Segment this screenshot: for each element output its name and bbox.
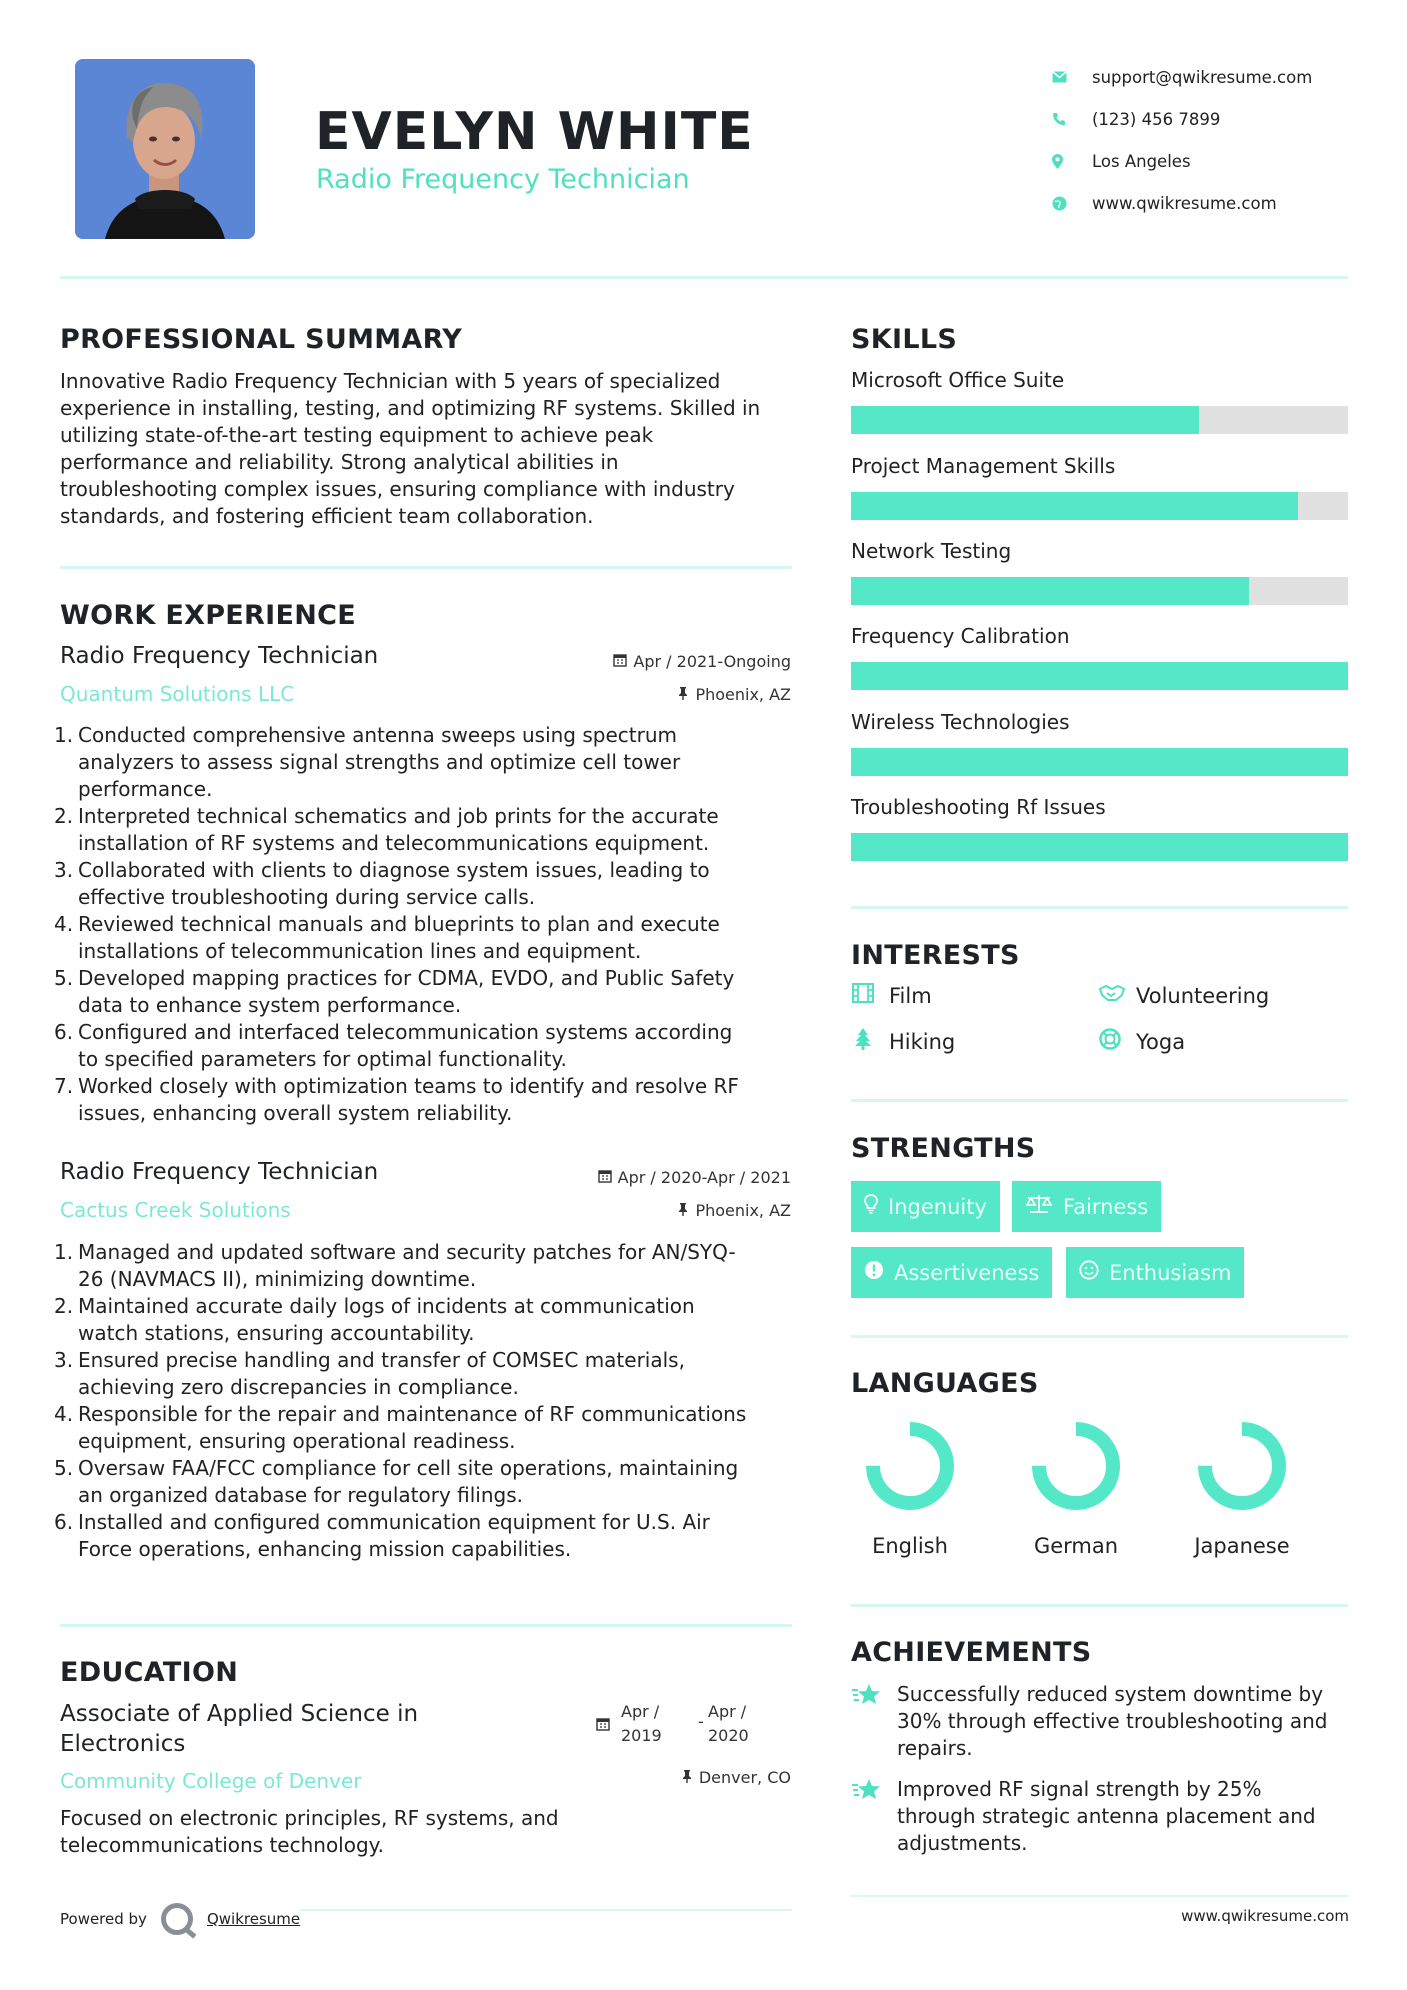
achievement-item [851,1776,1356,1857]
strengths-divider [851,1335,1348,1338]
powered-by [60,1903,300,1935]
skill-bar-fill [851,748,1348,776]
footer-right-divider [851,1895,1348,1897]
summary-line: performance and reliability. Strong analytical abilities in [60,450,619,474]
summary-line: standards, and fostering efficient team collaboration. [60,504,594,528]
skill-bar-fill [851,833,1348,861]
duty-line: performance. [78,777,213,801]
achievement-text [897,1776,1316,1857]
summary-divider [60,566,792,569]
job-title: Radio Frequency Technician [60,1159,379,1185]
skill-label: Network Testing [851,539,1012,563]
footer-website[interactable]: www.qwikresume.com [1181,1907,1349,1925]
degree-line: Associate of Applied Science in [60,1701,419,1727]
language-ring [1194,1418,1290,1514]
strength-label: Enthusiasm [1109,1260,1232,1285]
duty-line: Force operations, enhancing mission capabilities. [78,1537,572,1561]
contact-list [1052,56,1312,224]
strength-tag [1012,1181,1161,1232]
job-date [613,652,791,671]
list-item [54,1455,800,1509]
list-number: 6. [54,1020,74,1044]
language-label: Japanese [1194,1534,1290,1558]
qwikresume-logo-icon [161,1903,193,1935]
school-location-text: Denver, CO [698,1768,791,1787]
interest-label: Film [889,983,932,1008]
contact-location-text: Los Angeles [1092,151,1191,171]
duty-line: Collaborated with clients to diagnose system issues, leading to [78,858,710,882]
job-date [598,1168,791,1187]
list-item [54,1401,800,1455]
summary-text [60,368,800,530]
handshake-icon [1098,983,1122,1008]
achievement-line: Successfully reduced system downtime by [897,1682,1324,1706]
job-location-text: Phoenix, AZ [695,685,791,704]
calendar-icon [598,1169,612,1187]
interest-film [851,983,932,1008]
duty-line: data to enhance system performance. [78,993,462,1017]
duty-line: Reviewed technical manuals and blueprints to plan and execute [78,912,720,936]
skill-label: Troubleshooting Rf Issues [851,795,1106,819]
work-divider [60,1624,792,1627]
skill-bar [851,577,1348,605]
language-ring [1028,1418,1124,1514]
interest-label: Yoga [1136,1029,1186,1054]
list-number: 4. [54,1402,74,1426]
summary-heading: PROFESSIONAL SUMMARY [60,324,463,355]
list-item [54,1019,800,1073]
profile-photo [75,59,255,239]
list-number: 2. [54,1294,74,1318]
list-number: 2. [54,804,74,828]
strength-label: Assertiveness [894,1260,1040,1285]
duty-line: Responsible for the repair and maintenance of RF communications [78,1402,747,1426]
skill-bar-fill [851,406,1199,434]
list-item [54,722,800,803]
duty-line: Developed mapping practices for CDMA, EVDO, and Public Safety [78,966,735,990]
achievement-line: 30% through effective troubleshooting and [897,1709,1328,1733]
skill-bar [851,662,1348,690]
skill-label: Frequency Calibration [851,624,1070,648]
achievements-heading: ACHIEVEMENTS [851,1637,1092,1668]
skills-divider [851,906,1348,909]
strength-tag [1066,1247,1244,1298]
interest-volunteering [1098,983,1269,1008]
start-year: 2019 [621,1726,662,1745]
language-item [1187,1418,1297,1558]
language-ring [862,1418,958,1514]
skill-bar-fill [851,662,1348,690]
skill-bar [851,406,1348,434]
duty-line: an organized database for regulatory filings. [78,1483,523,1507]
strength-tag [851,1181,1000,1232]
language-label: English [872,1534,948,1558]
achievement-line: Improved RF signal strength by 25% [897,1777,1262,1801]
job-duties [54,722,800,1127]
strengths-heading: STRENGTHS [851,1133,1036,1164]
duty-line: Conducted comprehensive antenna sweeps using spectrum [78,723,677,747]
list-number: 5. [54,1456,74,1480]
lifebuoy-icon [1098,1028,1122,1055]
list-item [54,1073,800,1127]
duty-line: Managed and updated software and security patches for AN/SYQ- [78,1240,736,1264]
list-number: 3. [54,858,74,882]
smile-icon [1079,1260,1099,1285]
duty-line: effective troubleshooting during service calls. [78,885,536,909]
degree-title [60,1699,418,1759]
job-date-text: Apr / 2021-Ongoing [633,652,791,671]
balance-scale-icon [1025,1194,1053,1219]
job-company: Quantum Solutions LLC [60,682,295,706]
summary-line: Innovative Radio Frequency Technician with 5 years of specialized [60,369,721,393]
education-dates [596,1702,766,1752]
duty-line: Installed and configured communication equipment for U.S. Air [78,1510,710,1534]
duty-line: analyzers to assess signal strengths and optimize cell tower [78,750,681,774]
summary-line: utilizing state-of-the-art testing equipment to achieve peak [60,423,654,447]
skill-label: Project Management Skills [851,454,1116,478]
list-number: 7. [54,1074,74,1098]
education-line: Focused on electronic principles, RF systems, and [60,1806,559,1830]
list-item [54,1293,800,1347]
start-month: Apr / [621,1702,660,1721]
duty-line: to specified parameters for optimal functionality. [78,1047,567,1071]
achievement-line: through strategic antenna placement and [897,1804,1316,1828]
skill-bar [851,833,1348,861]
skill-bar-fill [851,577,1249,605]
list-item [54,1239,800,1293]
duty-line: 26 (NAVMACS II), minimizing downtime. [78,1267,477,1291]
interests-heading: INTERESTS [851,940,1020,971]
skill-bar [851,748,1348,776]
duty-line: Maintained accurate daily logs of incidents at communication [78,1294,695,1318]
envelope-icon [1052,71,1092,83]
location-pin-icon [1052,154,1092,169]
list-item [54,1509,800,1563]
pushpin-icon [681,1769,693,1787]
pushpin-icon [677,686,689,704]
film-icon [851,983,875,1008]
degree-line: Electronics [60,1731,186,1757]
skill-bar [851,492,1348,520]
skills-heading: SKILLS [851,324,958,355]
language-label: German [1033,1534,1119,1558]
duty-line: Worked closely with optimization teams to identify and resolve RF [78,1074,739,1098]
duty-line: installations of telecommunication lines and equipment. [78,939,642,963]
job-location [677,1201,791,1220]
education-heading: EDUCATION [60,1657,239,1688]
skill-label: Wireless Technologies [851,710,1070,734]
strength-label: Ingenuity [888,1194,987,1219]
duty-line: Interpreted technical schematics and job prints for the accurate [78,804,719,828]
star-badge-icon [851,1776,885,1857]
list-item [54,803,800,857]
list-item [54,1347,800,1401]
pushpin-icon [677,1202,689,1220]
languages-heading: LANGUAGES [851,1368,1039,1399]
interest-label: Hiking [889,1029,956,1054]
duty-line: Ensured precise handling and transfer of COMSEC materials, [78,1348,685,1372]
duty-line: Configured and interfaced telecommunication systems according [78,1020,733,1044]
education-description [60,1805,800,1859]
header-divider [60,276,1348,279]
duty-line: installation of RF systems and telecommunications equipment. [78,831,710,855]
list-number: 3. [54,1348,74,1372]
job-duties [54,1239,800,1563]
duty-line: issues, enhancing overall system reliability. [78,1101,513,1125]
powered-by-text: Powered by [60,1910,147,1928]
achievement-text [897,1681,1327,1762]
languages-divider [851,1604,1348,1607]
school-location [681,1768,791,1787]
list-number: 1. [54,1240,74,1264]
brand-link[interactable]: Qwikresume [206,1910,301,1928]
contact-phone[interactable] [1052,98,1312,140]
interest-label: Volunteering [1136,983,1270,1008]
list-number: 1. [54,723,74,747]
job-location-text: Phoenix, AZ [695,1201,791,1220]
achievement-item [851,1681,1356,1762]
interest-yoga [1098,1028,1185,1055]
candidate-name: EVELYN WHITE [315,102,754,162]
language-item [1021,1418,1131,1558]
footer-left-divider [300,1909,792,1911]
duty-line: achieving zero discrepancies in compliance. [78,1375,519,1399]
strength-label: Fairness [1063,1194,1149,1219]
contact-location [1052,140,1312,182]
achievement-line: adjustments. [897,1831,1028,1855]
skill-label: Microsoft Office Suite [851,368,1065,392]
list-item [54,857,800,911]
calendar-icon [596,1716,610,1735]
duty-line: Oversaw FAA/FCC compliance for cell site operations, maintaining [78,1456,739,1480]
candidate-role: Radio Frequency Technician [316,164,690,195]
list-number: 5. [54,966,74,990]
work-heading: WORK EXPERIENCE [60,600,356,631]
job-title: Radio Frequency Technician [60,643,379,669]
job-location [677,685,791,704]
job-company: Cactus Creek Solutions [60,1198,291,1222]
star-badge-icon [851,1681,885,1762]
calendar-icon [613,653,627,671]
interest-hiking [851,1028,955,1055]
list-item [54,965,800,1019]
phone-icon [1052,112,1092,126]
exclamation-circle-icon [864,1260,884,1285]
contact-phone-text: (123) 456 7899 [1092,109,1221,129]
contact-email-text: support@qwikresume.com [1092,67,1313,87]
language-item [855,1418,965,1558]
list-item [54,911,800,965]
list-number: 4. [54,912,74,936]
contact-website[interactable] [1052,182,1312,224]
achievement-line: repairs. [897,1736,973,1760]
summary-line: experience in installing, testing, and optimizing RF systems. Skilled in [60,396,761,420]
summary-line: troubleshooting complex issues, ensuring compliance with industry [60,477,735,501]
end-month: Apr / [708,1702,747,1721]
contact-website-text: www.qwikresume.com [1092,193,1277,213]
strength-tag [851,1247,1052,1298]
tree-icon [851,1028,875,1055]
school-name: Community College of Denver [60,1769,362,1793]
date-separator: - [698,1712,704,1731]
end-year: 2020 [708,1726,749,1745]
duty-line: equipment, ensuring operational readiness. [78,1429,516,1453]
duty-line: watch stations, ensuring accountability. [78,1321,475,1345]
list-number: 6. [54,1510,74,1534]
skill-bar-fill [851,492,1298,520]
portrait-image [75,59,255,239]
contact-email[interactable] [1052,56,1312,98]
education-line: telecommunications technology. [60,1833,385,1857]
interests-divider [851,1099,1348,1102]
job-date-text: Apr / 2020-Apr / 2021 [617,1168,791,1187]
lightbulb-icon [864,1194,878,1219]
globe-icon [1052,196,1092,211]
